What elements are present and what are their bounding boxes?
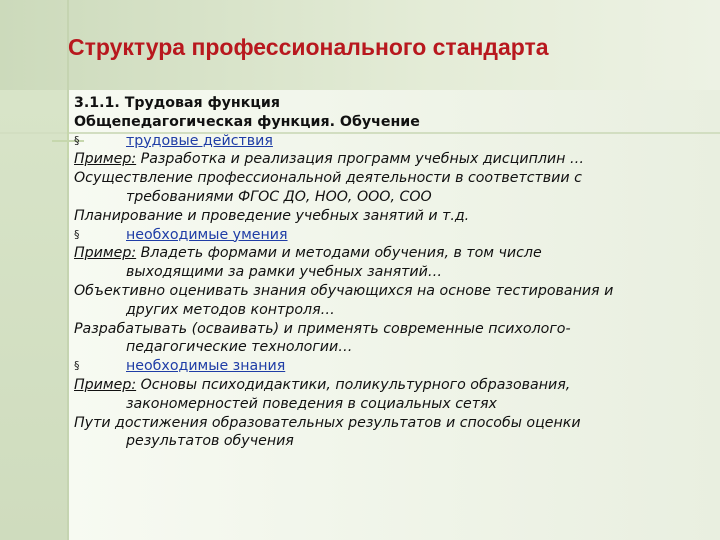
link-skills[interactable]: необходимые умения <box>126 226 288 243</box>
skills-line3-cont: педагогические технологии… <box>126 339 353 356</box>
example-label: Пример: <box>74 151 137 168</box>
knowledge-example-cont: закономерностей поведения в социальных сетях <box>126 395 497 412</box>
link-knowledge[interactable]: необходимые знания <box>126 358 286 375</box>
bullet-actions <box>74 132 706 151</box>
knowledge-example <box>74 376 706 395</box>
skills-example-cont: выходящими за рамки учебных занятий… <box>126 264 443 281</box>
actions-line2-cont: требованиями ФГОС ДО, НОО, ООО, СОО <box>126 188 432 205</box>
slide-content <box>74 94 706 451</box>
decorative-vertical-line <box>67 0 69 540</box>
skills-example <box>74 244 706 263</box>
knowledge-line2: Пути достижения образовательных результатов и способы оценки <box>74 414 581 431</box>
link-actions[interactable]: трудовые действия <box>126 132 273 149</box>
bullet-icon: § <box>74 133 80 147</box>
knowledge-line2-cont: результатов обучения <box>126 433 294 450</box>
example-label: Пример: <box>74 376 137 393</box>
example-text: Владеть формами и методами обучения, в том числе <box>136 245 542 262</box>
heading-function-code: 3.1.1. Трудовая функция <box>74 95 280 111</box>
example-text: Основы психодидактики, поликультурного образования, <box>136 376 571 393</box>
bullet-icon: § <box>74 227 80 241</box>
skills-line2: Объективно оценивать знания обучающихся на основе тестирования и <box>74 282 614 299</box>
bullet-knowledge <box>74 357 706 376</box>
decorative-cross-vertical <box>67 124 69 158</box>
skills-line3: Разрабатывать (осваивать) и применять современные психолого- <box>74 320 571 337</box>
background-left <box>0 90 68 540</box>
heading-function-name: Общепедагогическая функция. Обучение <box>74 113 420 130</box>
example-text: Разработка и реализация программ учебных дисциплин … <box>136 151 585 168</box>
slide-title: Структура профессионального стандарта <box>68 34 549 60</box>
actions-example <box>74 150 706 169</box>
example-label: Пример: <box>74 245 137 262</box>
actions-line2: Осуществление профессиональной деятельности в соответствии с <box>74 170 582 187</box>
bullet-skills <box>74 226 706 245</box>
skills-line2-cont: других методов контроля… <box>126 301 335 318</box>
bullet-icon: § <box>74 359 80 373</box>
actions-line3: Планирование и проведение учебных занятий и т.д. <box>74 207 470 224</box>
